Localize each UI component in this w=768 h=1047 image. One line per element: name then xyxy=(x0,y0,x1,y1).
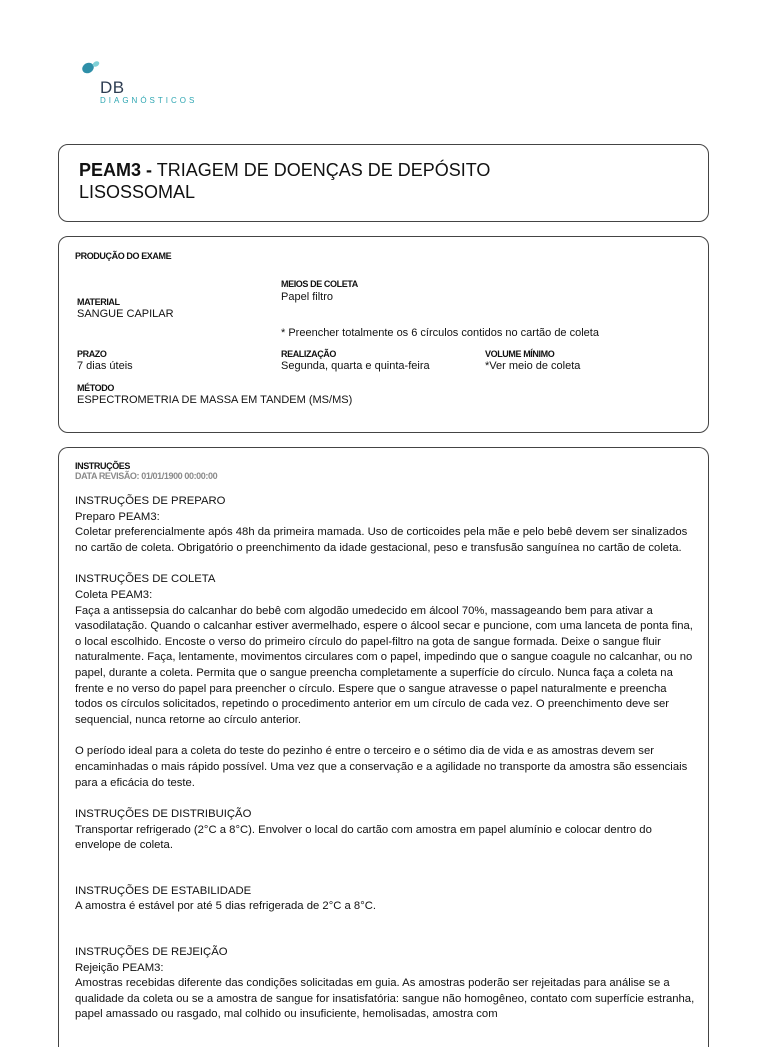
collection-means-value: Papel filtro xyxy=(281,291,333,303)
material-label: MATERIAL xyxy=(77,297,120,307)
preparation-text: Coletar preferencialmente após 48h da primeira mamada. Uso de corticoides pela mãe e pelo bebê devem ser sinalizados no cartão de coleta. Obrigatório o preenchimento da idade gestacional, peso e transfusão sanguínea no cartão de coleta. xyxy=(75,526,688,554)
instructions-box xyxy=(58,447,709,1047)
method-label: MÉTODO xyxy=(77,383,114,393)
collection-note: * Preencher totalmente os 6 círculos contidos no cartão de coleta xyxy=(281,327,599,339)
revision-date: DATA REVISÃO: 01/01/1900 00:00:00 xyxy=(75,471,218,481)
preparation-subtitle: Preparo PEAM3: xyxy=(75,510,160,523)
title-line-2: LISOSSOMAL xyxy=(79,182,196,202)
preparation-title: INSTRUÇÕES DE PREPARO xyxy=(75,495,226,507)
stability-title: INSTRUÇÕES DE ESTABILIDADE xyxy=(75,884,252,897)
method-value: ESPECTROMETRIA DE MASSA EM TANDEM (MS/MS) xyxy=(77,394,353,406)
deadline-label: PRAZO xyxy=(77,349,107,359)
company-logo xyxy=(80,56,210,106)
logo-subtext: DIAGNÓSTICOS xyxy=(100,96,198,105)
exam-code: PEAM3 - xyxy=(79,160,153,180)
schedule-value: Segunda, quarta e quinta-feira xyxy=(281,360,430,372)
production-box xyxy=(58,236,709,433)
rejection-text: Amostras recebidas diferente das condições solicitadas em guia. As amostras poderão ser rejeitadas para análise se a qualidade da coleta ou se a amostra de sangue for insatisfatória: sangue não homogêneo, contato com superfície estranha, papel amassado ou rasgado, mal colhido ou insuficiente, hemolisadas, amostra com xyxy=(75,977,695,1021)
stability-text: A amostra é estável por até 5 dias refrigerada de 2°C a 8°C. xyxy=(75,900,377,913)
deadline-value: 7 dias úteis xyxy=(77,360,133,372)
logo-drops-icon xyxy=(80,56,104,78)
instructions-heading: INSTRUÇÕES xyxy=(75,461,131,471)
logo-text: DB xyxy=(100,78,125,97)
collection-subtitle: Coleta PEAM3: xyxy=(75,588,153,601)
rejection-subtitle: Rejeição PEAM3: xyxy=(75,961,164,974)
material-value: SANGUE CAPILAR xyxy=(77,308,174,320)
rejection-title: INSTRUÇÕES DE REJEIÇÃO xyxy=(75,946,228,959)
collection-title: INSTRUÇÕES DE COLETA xyxy=(75,573,216,586)
title-box xyxy=(58,144,709,222)
collection-means-label: MEIOS DE COLETA xyxy=(281,279,358,289)
title-line-1: TRIAGEM DE DOENÇAS DE DEPÓSITO xyxy=(156,160,491,180)
min-volume-value: *Ver meio de coleta xyxy=(485,360,581,372)
min-volume-label: VOLUME MÍNIMO xyxy=(485,349,555,359)
distribution-title: INSTRUÇÕES DE DISTRIBUIÇÃO xyxy=(75,808,252,821)
production-heading: PRODUÇÃO DO EXAME xyxy=(75,251,172,261)
collection-text-2: O período ideal para a coleta do teste do pezinho é entre o terceiro e o sétimo dia de vida e as amostras devem ser encaminhadas o mais rápido possível. Uma vez que a conservação e a agilidade no transporte da amostra são essenciais para a eficácia do teste. xyxy=(75,745,688,789)
instructions-content xyxy=(75,461,697,1023)
page-title xyxy=(79,159,708,181)
schedule-label: REALIZAÇÃO xyxy=(281,349,336,359)
collection-text: Faça a antissepsia do calcanhar do bebê com algodão umedecido em álcool 70%, massageando bem para ativar a vasodilatação. Quando o calcanhar estiver avermelhado, espere o álcool secar e puncione, com uma lanceta de ponta fina, o local escolhido. Encoste o verso do primeiro círculo do papel-filtro na gota de sangue formada. Deixe o sangue fluir naturalmente. Faça, lentamente, movimentos circulares com o papel, impedindo que o sangue coagule no calcanhar, ou no papel, durante a coleta. Permita que o sangue preencha completamente a superfície do círculo. Nunca faça a coleta na frente e no verso do papel para preencher o círculo. Espere que o sangue atravesse o papel naturalmente e preencha todos os círculos solicitados, repetindo o procedimento anterior em um círculo de cada vez. O preenchimento deve ser sequencial, nunca retorne ao círculo anterior. xyxy=(75,604,693,726)
distribution-text: Transportar refrigerado (2°C a 8°C). Envolver o local do cartão com amostra em papel alumínio e colocar dentro do envelope de coleta. xyxy=(75,823,652,852)
